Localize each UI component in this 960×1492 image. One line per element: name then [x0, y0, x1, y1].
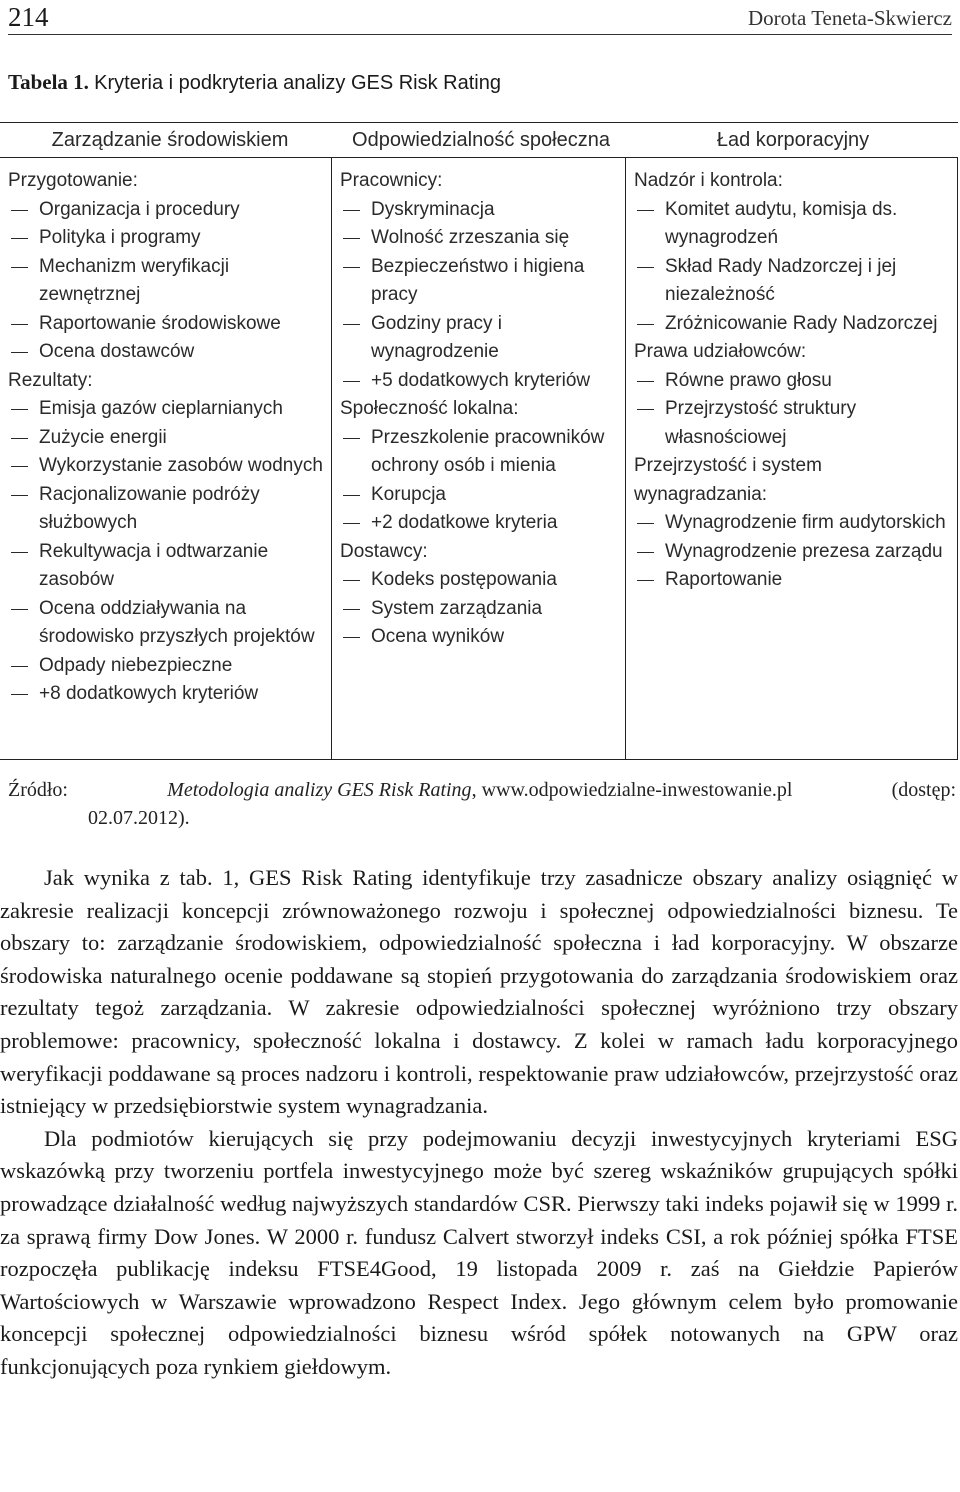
group-title: Przejrzystość i system wynagradzania:: [634, 455, 822, 505]
column-social: [340, 167, 620, 652]
column-governance: [634, 167, 952, 595]
running-author: Dorota Teneta-Skwiercz: [748, 6, 952, 30]
criterion-item: Przejrzystość struktury własnościowej: [634, 395, 952, 452]
running-header: [8, 0, 952, 35]
criterion-item: Wolność zrzeszania się: [340, 224, 620, 253]
criterion-item: Racjonalizowanie podróży służbowych: [8, 481, 326, 538]
criterion-item: Ocena oddziaływania na środowisko przyszłych projektów: [8, 595, 326, 652]
column-divider: [331, 157, 332, 759]
criterion-item: Wykorzystanie zasobów wodnych: [8, 452, 326, 481]
group-title: Dostawcy:: [340, 540, 428, 562]
criterion-item: Zużycie energii: [8, 424, 326, 453]
criterion-item: Ocena dostawców: [8, 338, 326, 367]
body-paragraph: Jak wynika z tab. 1, GES Risk Rating identyfikuje trzy zasadnicze obszary analizy osiągnięć w zakresie realizacji koncepcji zrównoważonego rozwoju i społecznej odpowiedzialności biznesu. Te obszary to: zarządzanie środowiskiem, odpowiedzialność społeczna i ład korporacyjny. W obszarze środowiska naturalnego ocenie poddawane są stopień przygotowania do zarządzania środowiskiem oraz rezultaty tegoż zarządzania. W zakresie odpowiedzialności społecznej wyróżniono trzy obszary problemowe: pracownicy, społeczność lokalna i dostawcy. Z kolei w ramach ładu korporacyjnego weryfikacji poddawane są proces nadzoru i kontroli, respektowanie praw udziałowców, przejrzystość oraz istniejący w przedsiębiorstwie system wynagradzania.: [0, 865, 958, 1119]
body-text: [0, 862, 958, 1384]
criterion-item: Komitet audytu, komisja ds. wynagrodzeń: [634, 196, 952, 253]
criterion-item: Wynagrodzenie firm audytorskich: [634, 509, 952, 538]
criterion-item: Godziny pracy i wynagrodzenie: [340, 310, 620, 367]
group-title: Nadzór i kontrola:: [634, 170, 783, 191]
column-heading-environment: Zarządzanie środowiskiem: [51, 129, 289, 151]
group-title: Pracownicy:: [340, 170, 443, 191]
criterion-item: Raportowanie: [634, 566, 952, 595]
source-title: Metodologia analizy GES Risk Rating: [167, 779, 472, 801]
criterion-item: Dyskryminacja: [340, 196, 620, 225]
table-title: [8, 70, 501, 95]
criterion-item: +2 dodatkowe kryteria: [340, 509, 620, 538]
column-divider: [625, 157, 626, 759]
criteria-table: [0, 122, 958, 760]
group-title: Prawa udziałowców:: [634, 341, 807, 362]
criterion-item: Bezpieczeństwo i higiena pracy: [340, 253, 620, 310]
group-title: Rezultaty:: [8, 369, 93, 391]
column-heading-governance: Ład korporacyjny: [716, 129, 870, 151]
body-paragraph: Dla podmiotów kierujących się przy podejmowaniu decyzji inwestycyjnych kryteriami ESG wskazówką przy tworzeniu portfela inwestycyjnego może być szereg wskaźników grupujących spółki prowadzące działalność według najwyższych standardów CSR. Pierwszy taki indeks pojawił się w 1999 r. za sprawą firmy Dow Jones. W 2000 r. fundusz Calvert stworzył indeks CSI, a rok później spółka FTSE rozpoczęła publikację indeksu FTSE4Good, 19 listopada 2009 r. zaś na Giełdzie Papierów Wartościowych w Warszawie wprowadzono Respect Index. Jego głównym celem było promowanie koncepcji społecznej odpowiedzialności biznesu wśród spółek notowanych na GPW oraz funkcjonujących poza rynkiem giełdowym.: [0, 1125, 958, 1379]
criterion-item: Wynagrodzenie prezesa zarządu: [634, 538, 952, 567]
criterion-item: Organizacja i procedury: [8, 196, 326, 225]
criterion-item: Odpady niebezpieczne: [8, 652, 326, 681]
table-label: Tabela 1.: [8, 70, 89, 94]
header-rule: [0, 157, 958, 158]
criterion-item: Polityka i programy: [8, 224, 326, 253]
table-caption: Kryteria i podkryteria analizy GES Risk Rating: [94, 72, 501, 94]
column-environment: [8, 167, 326, 709]
criterion-item: Przeszkolenie pracowników ochrony osób i mienia: [340, 424, 620, 481]
source-access: (dostęp:: [891, 779, 956, 801]
criterion-item: +8 dodatkowych kryteriów: [8, 680, 326, 709]
page-number: 214: [8, 2, 49, 32]
criterion-item: Rekultywacja i odtwarzanie zasobów: [8, 538, 326, 595]
criterion-item: Równe prawo głosu: [634, 367, 952, 396]
group-title: Przygotowanie:: [8, 170, 138, 191]
group-title: Społeczność lokalna:: [340, 398, 519, 419]
criterion-item: Korupcja: [340, 481, 620, 510]
criterion-item: Raportowanie środowiskowe: [8, 310, 326, 339]
criterion-item: Ocena wyników: [340, 623, 620, 652]
criterion-item: Zróżnicowanie Rady Nadzorczej: [634, 310, 952, 339]
criterion-item: Skład Rady Nadzorczej i jej niezależność: [634, 253, 952, 310]
source-label: Źródło:: [8, 779, 68, 801]
table-source-note: [8, 776, 956, 832]
column-divider: [957, 157, 958, 759]
source-date: 02.07.2012).: [88, 807, 190, 829]
criterion-item: Emisja gazów cieplarnianych: [8, 395, 326, 424]
criterion-item: +5 dodatkowych kryteriów: [340, 367, 620, 396]
source-url: , www.odpowiedzialne-inwestowanie.pl: [471, 779, 793, 801]
criterion-item: Kodeks postępowania: [340, 566, 620, 595]
column-heading-social: Odpowiedzialność społeczna: [352, 129, 610, 151]
criterion-item: Mechanizm weryfikacji zewnętrznej: [8, 253, 326, 310]
criterion-item: System zarządzania: [340, 595, 620, 624]
